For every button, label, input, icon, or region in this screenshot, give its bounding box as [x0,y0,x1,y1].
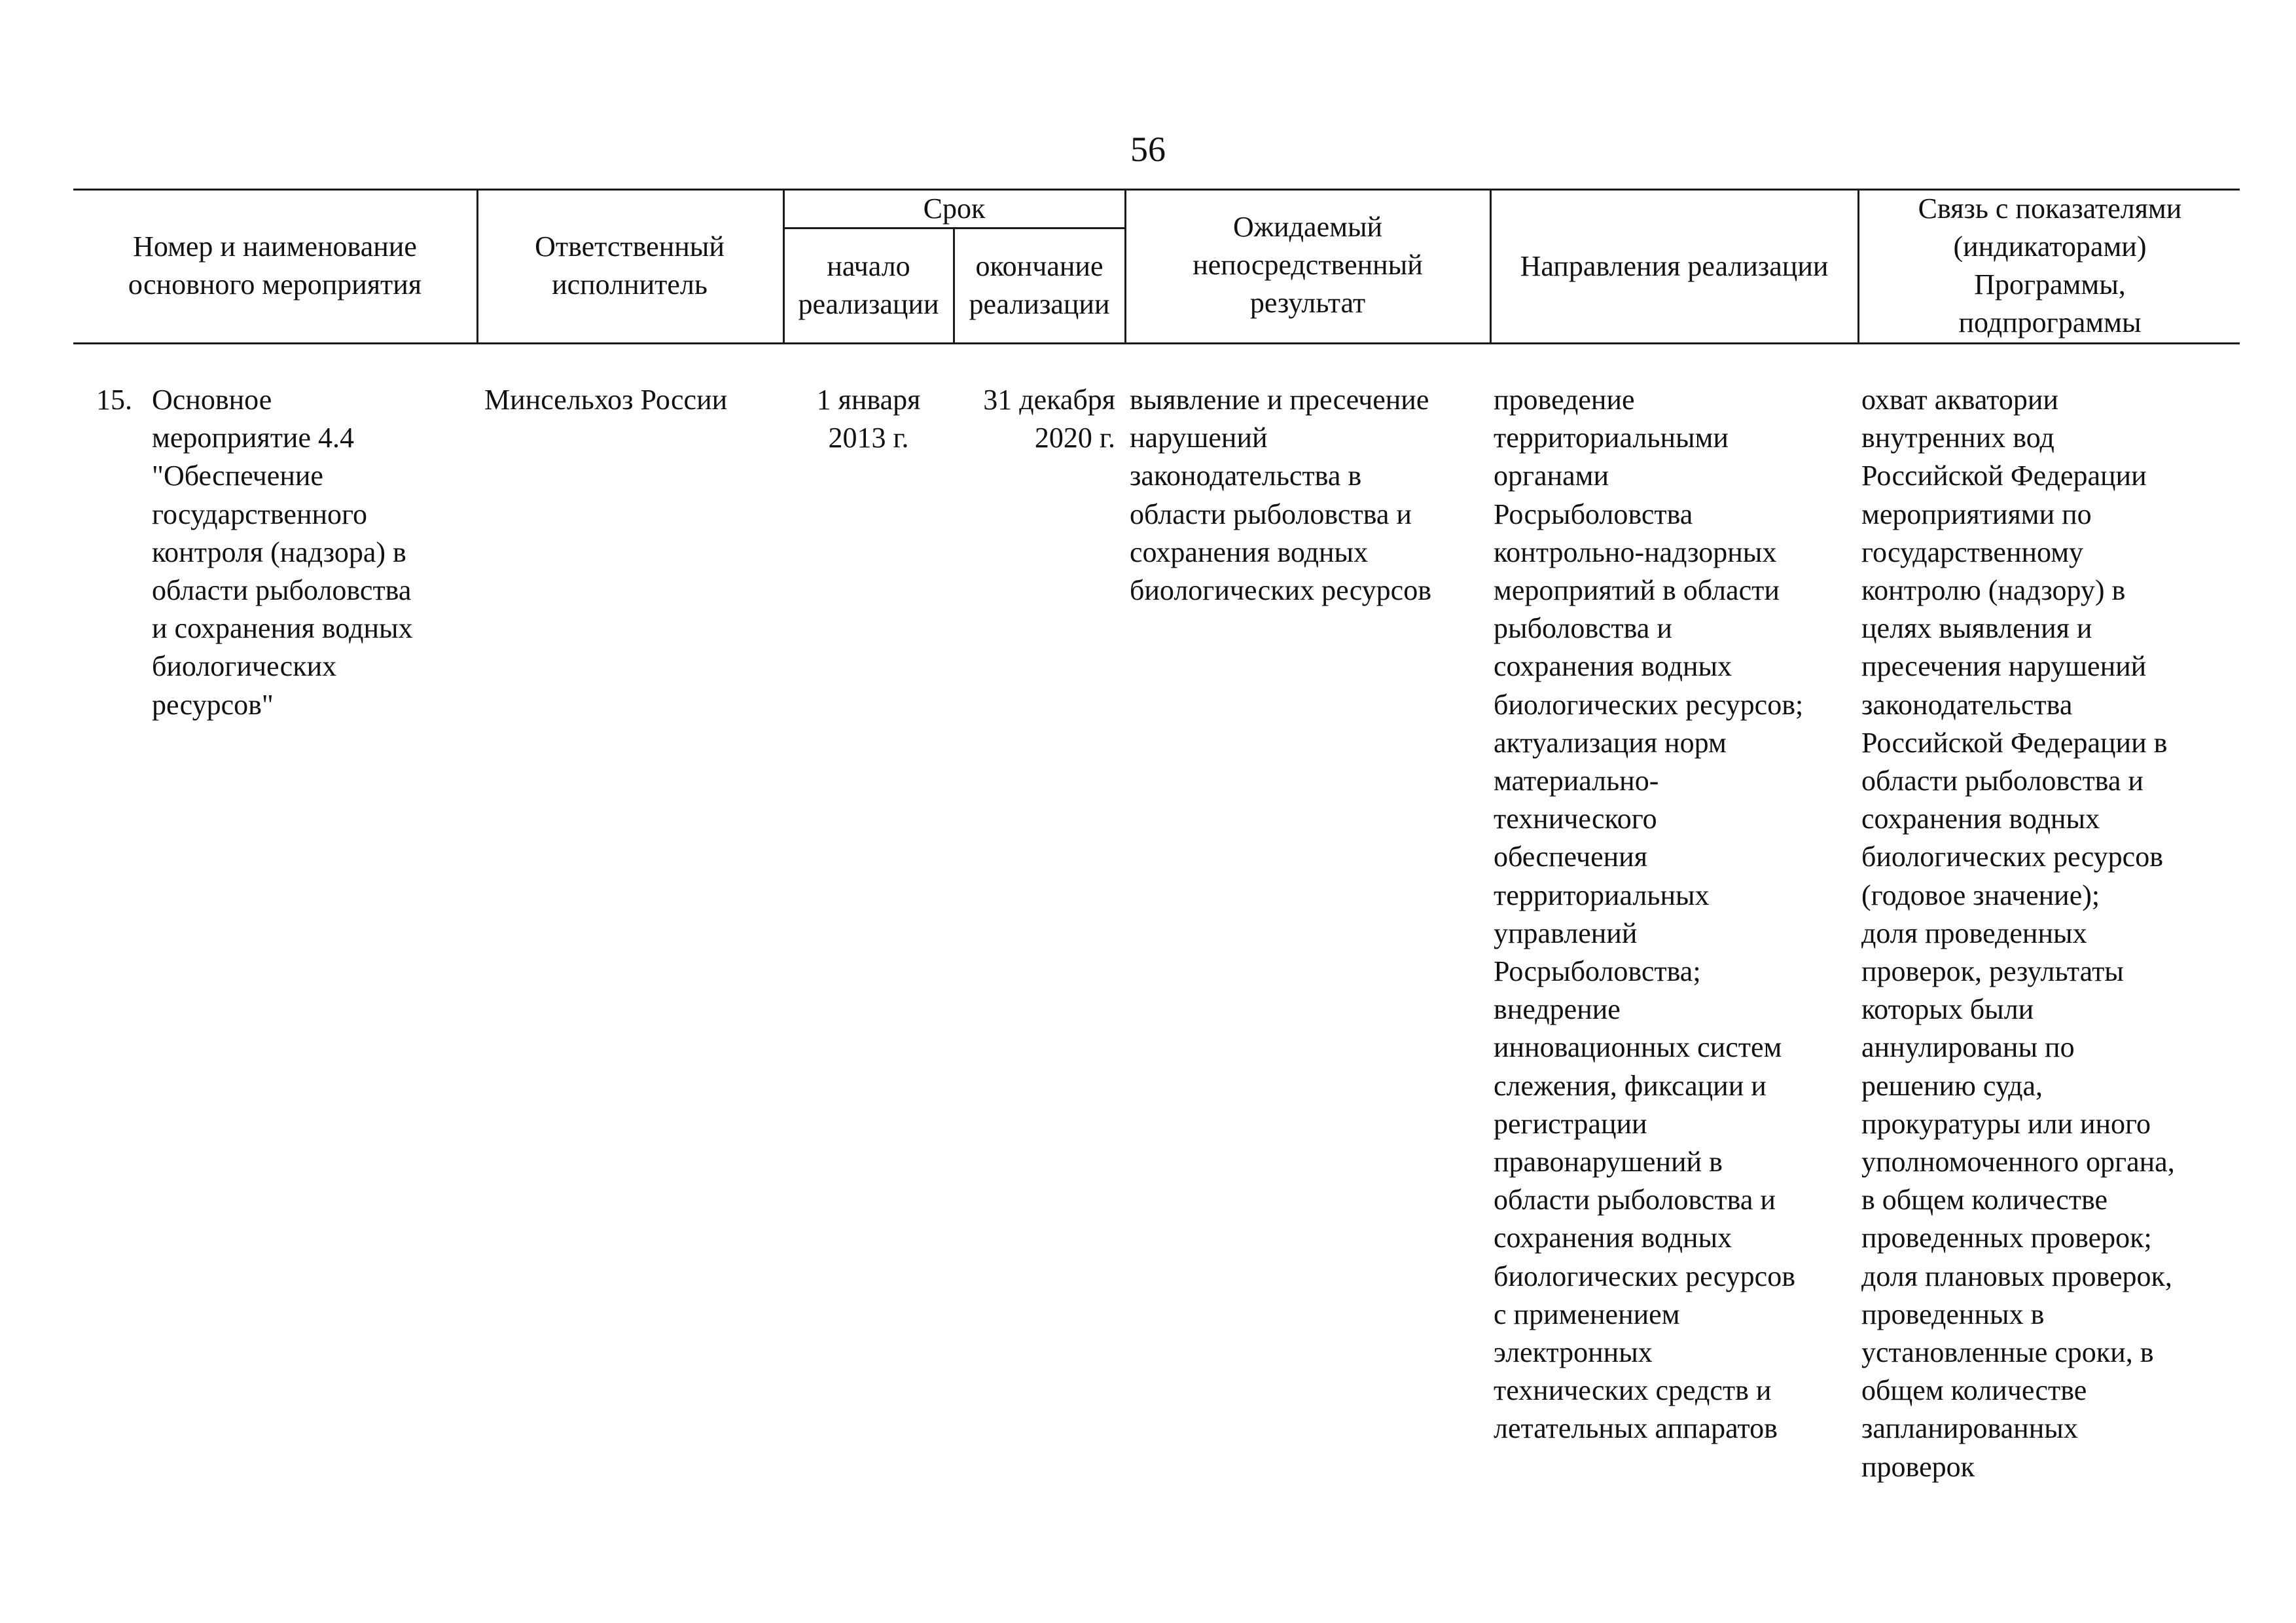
page-number: 56 [1130,130,1166,169]
header-directions: Направления реализации [1520,250,1829,282]
header-result: Ожидаемый непосредственный результат [1193,211,1423,319]
column-divider-4 [1124,189,1126,344]
row-measure: Основное мероприятие 4.4 "Обеспечение государственного контроля (надзора) в области рыболовства и сохранения водных биологических ресурсов" [152,384,413,721]
row-number: 15. [96,384,132,416]
row-start-date: 1 января 2013 г. [816,384,921,454]
column-divider-1 [476,189,478,344]
header-executor: Ответственный исполнитель [535,230,725,301]
row-executor: Минсельхоз России [484,384,728,416]
column-divider-5 [1490,189,1492,344]
header-measure: Номер и наименование основного мероприятия [128,230,422,301]
row-indicators: охват акватории внутренних вод Российской Федерации мероприятиями по государственному контролю (надзору) в целях выявления и пресечения нарушений законодательства Российской Федерации в области рыболовства и сохранения водных биологических ресурсов (годовое значение); доля проведенных проверок, результаты которых были аннулированы по решению суда, прокуратуры или иного уполномоченного органа, в общем количестве проведенных проверок; доля плановых проверок, проведенных в установленные сроки, в общем количестве запланированных проверок [1861,384,2175,1483]
column-divider-6 [1857,189,1859,344]
header-end: окончание реализации [969,250,1110,320]
header-bottom-border [73,342,2240,344]
row-directions: проведение территориальными органами Росрыболовства контрольно-надзорных мероприятий в области рыболовства и сохранения водных биологических ресурсов; актуализация норм материально- технического обеспечения территориальных управлений Росрыболовства; внедрение инновационных систем слежения, фиксации и регистрации правонарушений в области рыболовства и сохранения водных биологических ресурсов с применением электронных технических средств и летательных аппаратов [1494,384,1804,1445]
row-end-date: 31 декабря 2020 г. [983,384,1115,454]
column-divider-2 [783,189,785,344]
column-divider-3 [953,228,955,344]
header-term: Срок [923,192,986,225]
header-indicators: Связь с показателями (индикаторами) Программы, подпрограммы [1918,192,2182,338]
row-result: выявление и пресечение нарушений законодательства в области рыболовства и сохранения водных биологических ресурсов [1130,384,1431,607]
header-start: начало реализации [798,250,939,320]
